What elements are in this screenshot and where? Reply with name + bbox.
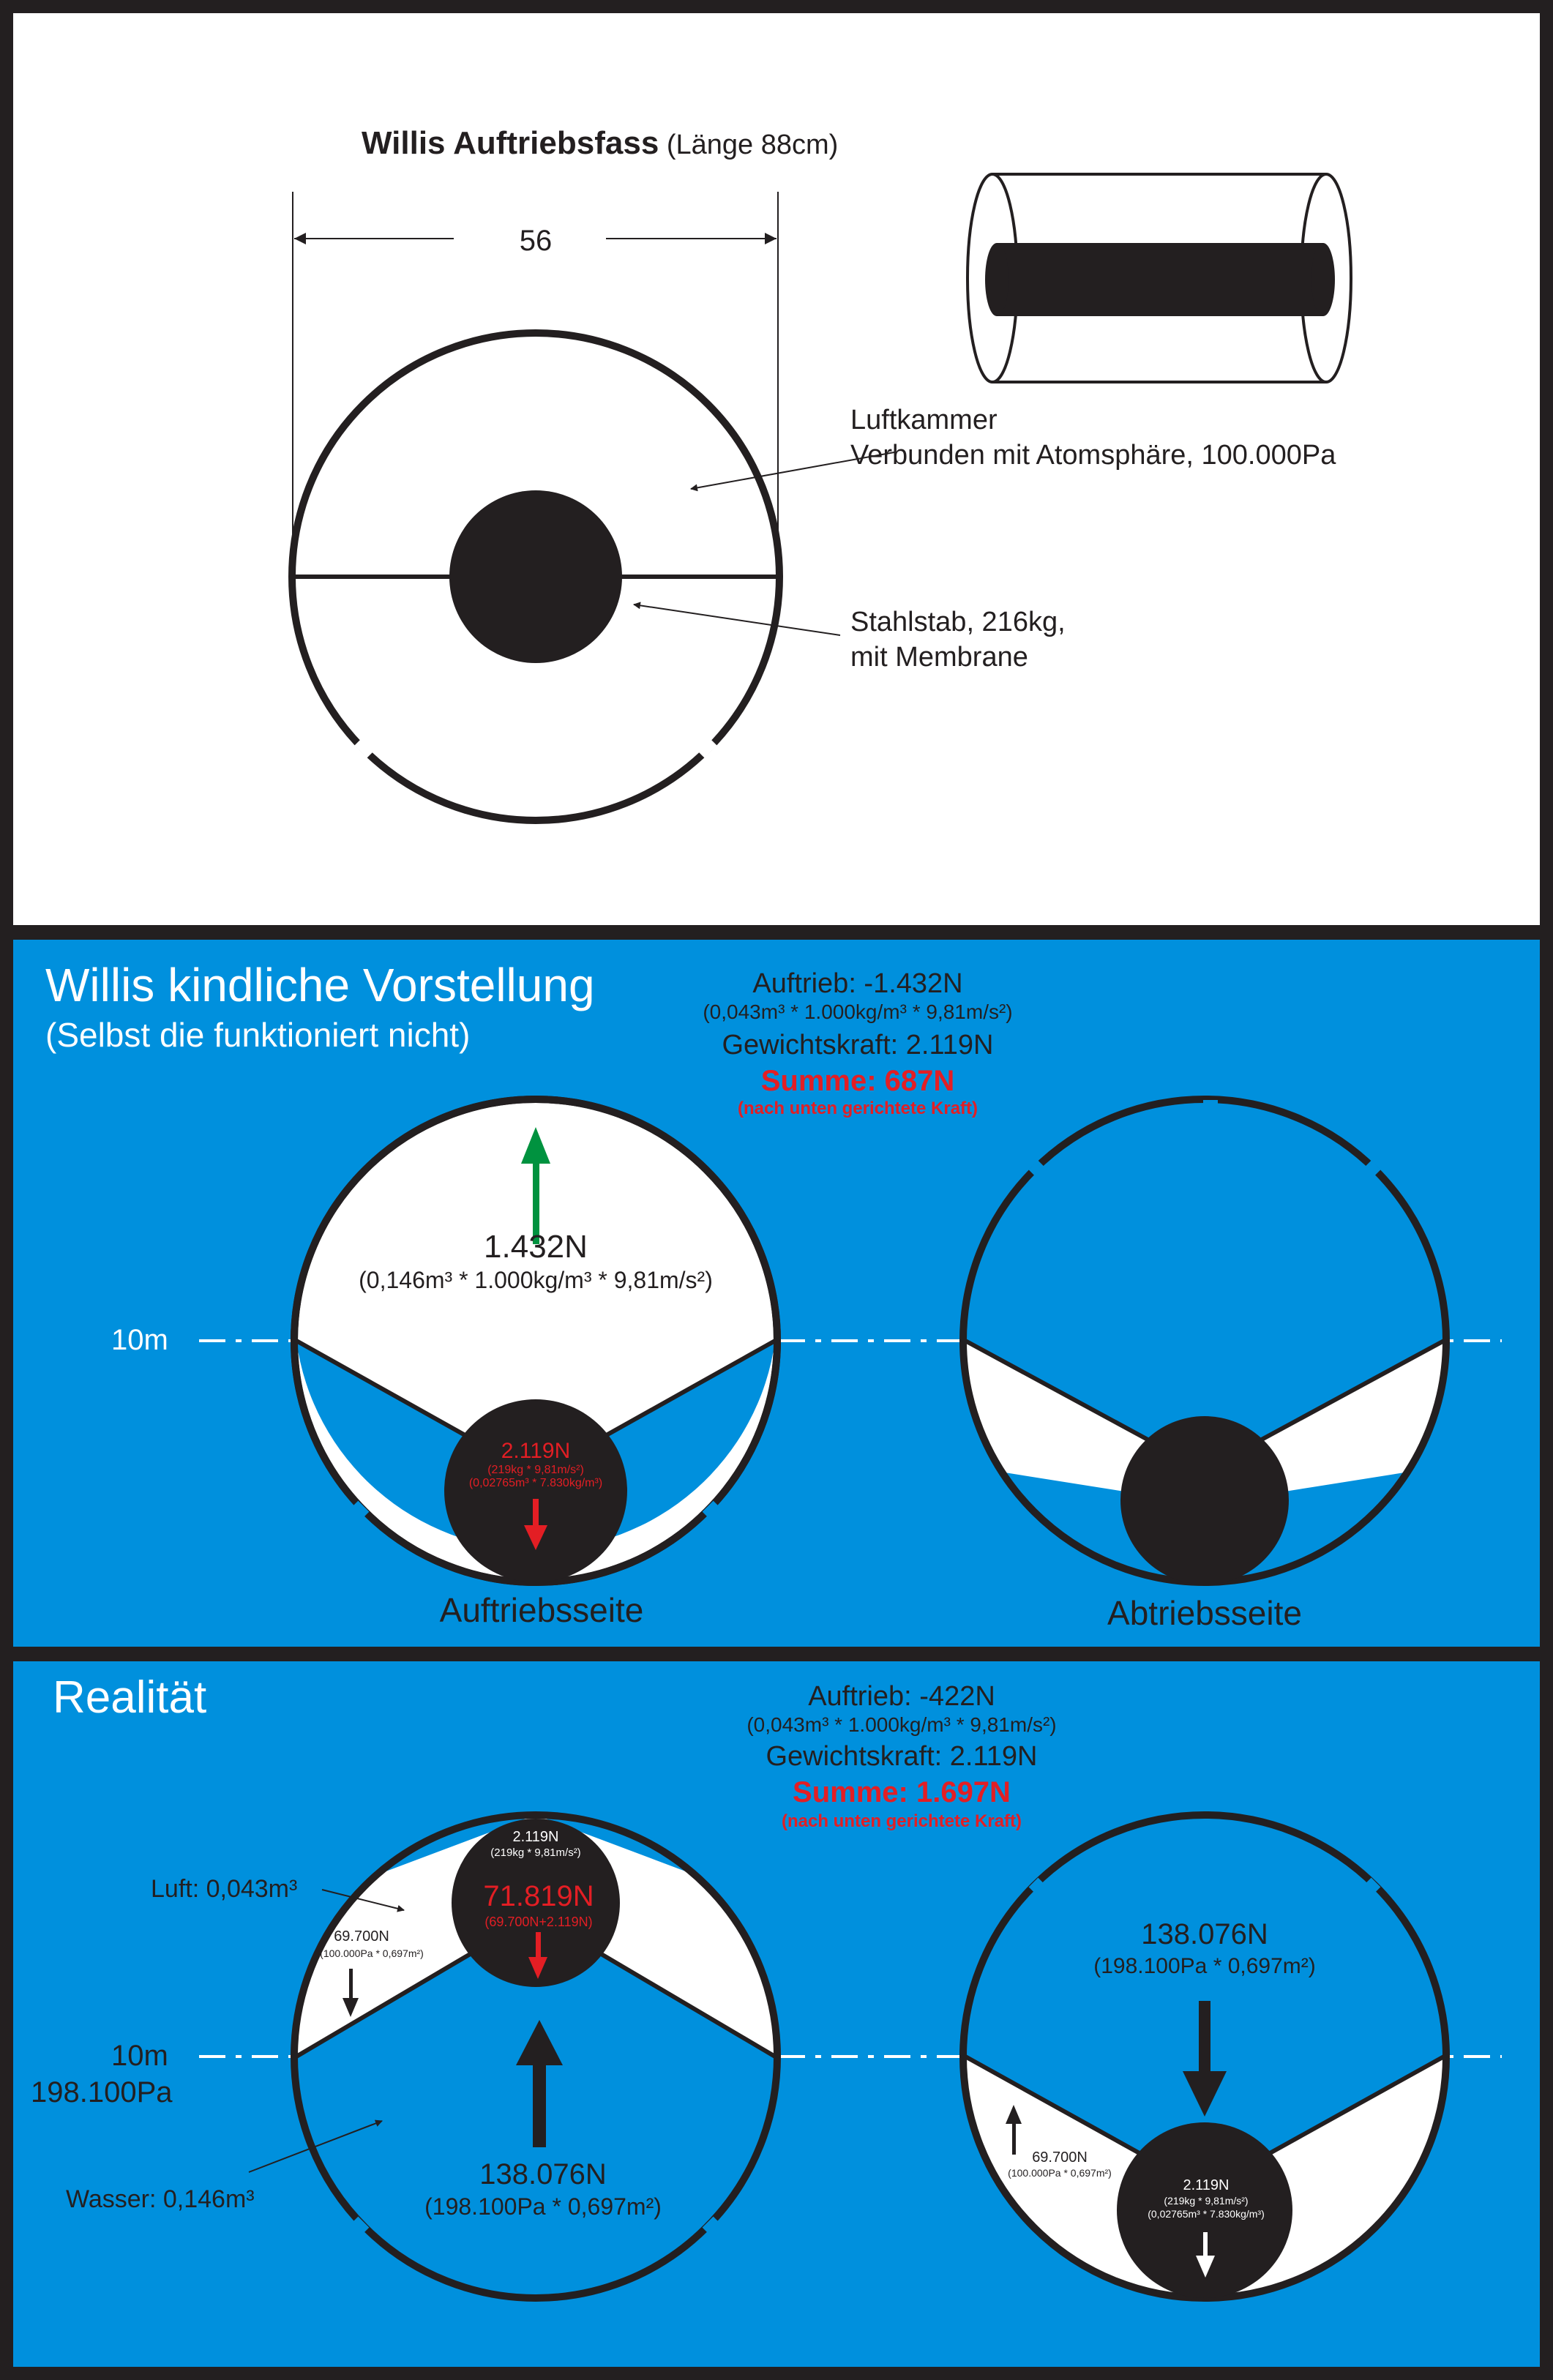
right-water-force: 138.076N xyxy=(1141,1918,1268,1950)
middle-subtitle: (Selbst die funktioniert nicht) xyxy=(45,1016,471,1054)
summary-buoyancy: Auftrieb: -422N xyxy=(808,1681,995,1712)
steel-label: Stahlstab, 216kg, xyxy=(850,607,1066,637)
up-force-value: 1.432N xyxy=(484,1229,588,1265)
water-force-value: 138.076N xyxy=(479,2158,607,2190)
steel-rod xyxy=(449,490,622,663)
rod-formula-1: (219kg * 9,81m/s²) xyxy=(487,1464,584,1476)
rod-weight-formula: (219kg * 9,81m/s²) xyxy=(490,1846,581,1859)
steel-desc: mit Membrane xyxy=(850,642,1028,673)
left-air-formula: (100.000Pa * 0,697m²) xyxy=(320,1947,424,1959)
rod-force-value: 2.119N xyxy=(501,1439,571,1463)
air-chamber-label: Luftkammer xyxy=(850,405,998,435)
steel-rod xyxy=(1120,1416,1289,1584)
buoyancy-side-label: Auftriebsseite xyxy=(439,1591,644,1629)
summary-weight: Gewichtskraft: 2.119N xyxy=(766,1741,1038,1772)
steel-rod xyxy=(444,1399,627,1582)
right-air-force: 69.700N xyxy=(1032,2149,1088,2166)
barrel-cross-section xyxy=(292,333,779,820)
dimension-outer-label: 56 xyxy=(519,225,553,257)
right-air-formula: (100.000Pa * 0,697m²) xyxy=(1008,2167,1112,2179)
right-rod-force: 2.119N xyxy=(1183,2177,1230,2193)
summary-sum-note: (nach unten gerichtete Kraft) xyxy=(737,1099,978,1118)
depth-label: 10m xyxy=(111,2040,168,2072)
rod-total-value: 71.819N xyxy=(483,1880,594,1912)
summary-buoyancy-formula: (0,043m³ * 1.000kg/m³ * 9,81m/s²) xyxy=(703,1000,1013,1023)
downforce-side-label: Abtriebsseite xyxy=(1107,1594,1302,1632)
middle-title: Willis kindliche Vorstellung xyxy=(45,959,595,1011)
rod-weight-value: 2.119N xyxy=(512,1829,559,1845)
right-rod-formula-2: (0,02765m³ * 7.830kg/m³) xyxy=(1148,2208,1265,2220)
summary-weight: Gewichtskraft: 2.119N xyxy=(722,1030,994,1060)
top-title: Willis Auftriebsfass (Länge 88cm) xyxy=(362,125,839,161)
up-force-formula: (0,146m³ * 1.000kg/m³ * 9,81m/s²) xyxy=(359,1267,713,1293)
summary-sum-note: (nach unten gerichtete Kraft) xyxy=(781,1811,1022,1831)
depth-label: 10m xyxy=(111,1324,168,1356)
summary-buoyancy: Auftrieb: -1.432N xyxy=(752,968,963,999)
pressure-label: 198.100Pa xyxy=(31,2076,173,2108)
right-water-formula: (198.100Pa * 0,697m²) xyxy=(1093,1954,1316,1978)
right-rod-formula-1: (219kg * 9,81m/s²) xyxy=(1164,2195,1249,2207)
rod-formula-2: (0,02765m³ * 7.830kg/m³) xyxy=(468,1477,603,1489)
summary-sum: Summe: 687N xyxy=(760,1065,955,1097)
left-air-force: 69.700N xyxy=(334,1928,389,1945)
summary-buoyancy-formula: (0,043m³ * 1.000kg/m³ * 9,81m/s²) xyxy=(746,1713,1057,1736)
rod-total-formula: (69.700N+2.119N) xyxy=(484,1915,593,1929)
air-chamber-desc: Verbunden mit Atomsphäre, 100.000Pa xyxy=(850,440,1336,471)
downforce-side-barrel xyxy=(963,1099,1446,1584)
water-force-formula: (198.100Pa * 0,697m²) xyxy=(424,2193,662,2220)
bottom-title: Realität xyxy=(53,1672,207,1723)
summary-sum: Summe: 1.697N xyxy=(793,1776,1011,1808)
air-volume-label: Luft: 0,043m³ xyxy=(151,1875,298,1903)
water-volume-label: Wasser: 0,146m³ xyxy=(66,2185,255,2213)
